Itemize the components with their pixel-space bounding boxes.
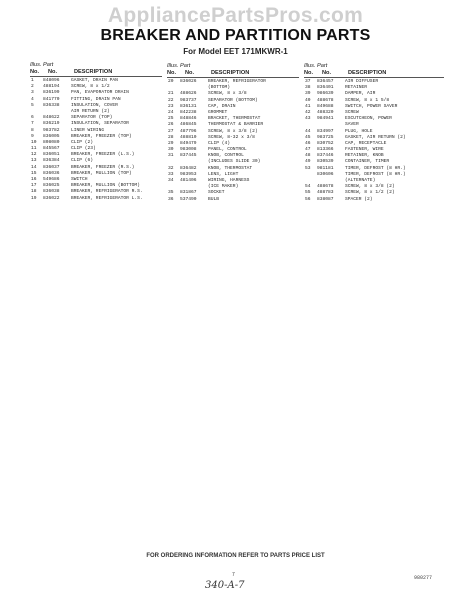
part-description: LENS, LIGHT	[208, 171, 239, 177]
illus-number: 27	[168, 128, 174, 134]
part-description: RETAINER	[345, 85, 368, 91]
part-number: 488810	[180, 134, 197, 140]
part-description: AIR RETURN (2)	[71, 108, 110, 114]
watermark: AppliancePartsPros.com	[107, 4, 364, 27]
part-description: RETAINER, KNOB	[345, 153, 384, 159]
illus-number: 31	[168, 153, 174, 159]
illus-number: 10	[31, 139, 37, 145]
part-description: (BOTTOM)	[208, 85, 231, 91]
illus-number: 9	[31, 133, 34, 139]
part-description: INSULATION, COVER	[71, 102, 118, 108]
illus-number: 34	[168, 178, 174, 183]
illus-number: 40	[305, 97, 311, 103]
ordering-note: FOR ORDERING INFORMATION REFER TO PARTS PRICE LIST	[146, 553, 325, 559]
illus-number: 23	[168, 103, 174, 109]
part-number: 836384	[43, 158, 60, 164]
part-description: SPACER (2)	[345, 196, 373, 202]
illus-number: 25	[168, 116, 174, 122]
part-number: 842238	[180, 109, 197, 115]
illus-number: 15	[31, 170, 37, 176]
part-description: SCREW, 8 x 1/2 (2)	[345, 190, 395, 196]
part-number: 983008	[180, 147, 197, 153]
header-rule	[30, 76, 162, 77]
header-illus: Illus. Part	[30, 62, 54, 68]
illus-number: 32	[168, 165, 174, 171]
part-description: CAP, RECEPTACLE	[345, 140, 387, 146]
part-number: 848096	[43, 78, 60, 83]
illus-number: 29	[168, 140, 174, 146]
header-no: No.	[167, 70, 177, 76]
part-number: 808080	[43, 139, 60, 145]
part-description: CLIP (4)	[208, 140, 231, 146]
illus-number: 30	[168, 147, 174, 153]
part-description: TIMER, DEFROST (8 HR.)	[345, 165, 406, 171]
handwritten-note: 340-A-7	[205, 580, 245, 591]
part-description: KNOB, THERMOSTAT	[208, 165, 253, 171]
part-number: 836482	[180, 165, 197, 171]
illus-number: 21	[168, 91, 174, 97]
part-number: 488783	[317, 190, 334, 196]
header-part-no: No.	[48, 69, 58, 75]
part-number: 849479	[180, 140, 197, 146]
part-number: 836199	[43, 90, 60, 96]
header-no: No.	[30, 69, 40, 75]
part-description: PANEL, CONTROL	[208, 147, 247, 153]
part-description: SWITCH, POWER SAVER	[345, 103, 398, 109]
part-number: 838087	[317, 196, 334, 202]
illus-number: 45	[305, 134, 311, 140]
table-row	[304, 197, 444, 203]
part-number: 836037	[43, 164, 60, 170]
illus-number: 6	[31, 115, 34, 121]
part-number: 487796	[180, 128, 197, 134]
part-number: 983725	[317, 134, 334, 140]
part-number: 836131	[180, 103, 197, 109]
illus-number: 13	[31, 158, 37, 164]
part-description: (ICE MAKER)	[208, 184, 239, 190]
part-description: LINER WIRING	[71, 127, 105, 133]
part-number: 830539	[317, 159, 334, 165]
parts-column-3	[304, 63, 444, 203]
illus-number: 53	[305, 165, 311, 171]
part-description: FASTENER, WIRE	[345, 147, 384, 153]
part-description: ESCUTCHEON, POWER	[345, 116, 392, 122]
part-description: THERMOSTAT & BARRIER	[208, 122, 264, 128]
illus-number: 1	[31, 78, 34, 83]
part-number: 488194	[43, 84, 60, 90]
part-number: 488320	[317, 109, 334, 115]
illus-number: 2	[31, 84, 34, 90]
part-number: 488678	[317, 184, 334, 190]
illus-number: 5	[31, 102, 34, 108]
part-description: (ALTERNATE)	[345, 178, 376, 183]
illus-number: 46	[305, 140, 311, 146]
part-number: 537490	[180, 196, 197, 202]
part-number: 549686	[43, 177, 60, 182]
illus-number: 33	[168, 171, 174, 177]
part-number: 836338	[43, 102, 60, 108]
model-subtitle: For Model EET 171MKWR-1	[183, 47, 288, 56]
illus-number: 19	[31, 195, 37, 201]
part-description: SCREW, 8 x 1 5/8	[345, 97, 390, 103]
illus-number: 44	[305, 128, 311, 134]
part-description: BREAKER, MULLION (BOTTOM)	[71, 183, 140, 189]
part-number: 836457	[317, 79, 334, 84]
part-number: 488626	[180, 91, 197, 97]
part-description: BREAKER, REFRIGERATOR L.S.	[71, 195, 143, 201]
illus-number: 7	[31, 121, 34, 127]
part-description: BREAKER, FREEZER (L.S.)	[71, 152, 135, 158]
illus-number: 26	[168, 122, 174, 128]
part-number: 830752	[317, 140, 334, 146]
illus-number: 38	[305, 85, 311, 91]
part-description: CAP, DRAIN	[208, 103, 236, 109]
illus-number: 49	[305, 159, 311, 165]
part-description: GASKET, DRAIN PAN	[71, 78, 118, 83]
part-description: INSULATION, SEPARATOR	[71, 121, 129, 127]
illus-number: 3	[31, 90, 34, 96]
part-description: BRACKET, THERMOSTAT	[208, 116, 261, 122]
illus-number: 28	[168, 134, 174, 140]
part-description: SCREW, 8 x 1/2	[71, 84, 110, 90]
part-number: 813366	[317, 147, 334, 153]
part-number: 983737	[180, 97, 197, 103]
column-header	[304, 63, 444, 79]
part-number: 983782	[43, 127, 60, 133]
part-number: 848622	[43, 115, 60, 121]
part-description: SAVER	[345, 122, 359, 128]
part-description: (INCLUDES SLIDE 30)	[208, 159, 261, 165]
part-number: 488678	[317, 97, 334, 103]
illus-number: 36	[168, 196, 174, 202]
part-description: BREAKER, REFRIGERATOR	[208, 79, 266, 84]
part-number: 986639	[317, 91, 334, 97]
parts-rows	[167, 79, 299, 203]
part-number: 481406	[180, 178, 197, 183]
page-number: 7	[232, 572, 235, 578]
part-description: GASKET, AIR RETURN (2)	[345, 134, 406, 140]
part-number: 984941	[317, 116, 334, 122]
part-number: 836025	[43, 183, 60, 189]
part-description: AIR DIFFUSER	[345, 79, 379, 84]
part-number: 845567	[43, 146, 60, 152]
part-description: SCREW, 8-32 x 3/8	[208, 134, 255, 140]
page-title: BREAKER AND PARTITION PARTS	[100, 27, 371, 44]
illus-number: 24	[168, 109, 174, 115]
part-description: SEPARATOR (TOP)	[71, 115, 113, 121]
header-part-no: No.	[185, 70, 195, 76]
part-description: BULB	[208, 196, 220, 202]
illus-number: 4	[31, 96, 34, 102]
part-description: BREAKER, REFRIGERATOR R.S.	[71, 189, 143, 195]
part-description: SCREW, 8 x 3/8 (2)	[208, 128, 258, 134]
part-description: SWITCH	[71, 177, 88, 182]
illus-number: 37	[305, 79, 311, 84]
illus-number: 47	[305, 147, 311, 153]
parts-rows	[30, 78, 162, 202]
illus-number: 12	[31, 152, 37, 158]
part-description: PLUG, HOLE	[345, 128, 373, 134]
part-number: 830606	[317, 171, 334, 177]
part-number: 836005	[43, 133, 60, 139]
part-description: SCREW, 8 x 3/8	[208, 91, 247, 97]
illus-number: 48	[305, 153, 311, 159]
part-number: 831867	[180, 190, 197, 196]
parts-column-2	[167, 63, 299, 203]
illus-number: 20	[168, 79, 174, 84]
part-description: PAN, EVAPORATOR DRAIN	[71, 90, 129, 96]
part-description: TIMER, DEFROST (8 HR.)	[345, 171, 406, 177]
part-description: SCREW	[345, 109, 359, 115]
part-number: 848846	[180, 116, 197, 122]
illus-number: 42	[305, 109, 311, 115]
table-row	[30, 196, 162, 202]
header-description: DESCRIPTION	[74, 69, 113, 75]
part-description: CONTAINER, TIMER	[345, 159, 390, 165]
illus-number: 22	[168, 97, 174, 103]
part-number: 836401	[317, 85, 334, 91]
part-number: 836026	[180, 79, 197, 84]
part-description: BREAKER, MULLION (TOP)	[71, 170, 132, 176]
header-illus: Illus. Part	[167, 63, 191, 69]
part-description: WIRING, HARNESS	[208, 178, 250, 183]
illus-number: 55	[305, 190, 311, 196]
header-no: No.	[304, 70, 314, 76]
document-code: 980277	[414, 575, 433, 581]
part-number: 983953	[180, 171, 197, 177]
part-description: CLIP (23)	[71, 146, 96, 152]
header-rule	[167, 77, 299, 78]
parts-rows	[304, 79, 444, 203]
part-description: CLIP (6)	[71, 158, 94, 164]
illus-number: 39	[305, 91, 311, 97]
part-number: 981181	[317, 165, 334, 171]
illus-number: 16	[31, 177, 37, 182]
illus-number: 41	[305, 103, 311, 109]
header-rule	[304, 77, 444, 78]
part-description: BREAKER, FREEZER (TOP)	[71, 133, 132, 139]
part-description: SOCKET	[208, 190, 225, 196]
header-part-no: No.	[322, 70, 332, 76]
part-number: 836022	[43, 195, 60, 201]
parts-column-1	[30, 62, 162, 202]
part-number: 836051	[43, 152, 60, 158]
part-number: 836038	[43, 189, 60, 195]
header-illus: Illus. Part	[304, 63, 328, 69]
table-row	[167, 197, 299, 203]
illus-number: 18	[31, 189, 37, 195]
illus-number: 11	[31, 146, 37, 152]
part-description: GROMMET	[208, 109, 228, 115]
illus-number: 35	[168, 190, 174, 196]
part-description: BREAKER, FREEZER (R.S.)	[71, 164, 135, 170]
part-description: SEPARATOR (BOTTOM)	[208, 97, 258, 103]
part-number: 834997	[317, 128, 334, 134]
column-header	[30, 62, 162, 78]
header-description: DESCRIPTION	[211, 70, 250, 76]
part-description: CLIP (2)	[71, 139, 94, 145]
illus-number: 8	[31, 127, 34, 133]
part-description: FITTING, DRAIN PAN	[71, 96, 121, 102]
part-description: SCREW, 8 x 3/8 (2)	[345, 184, 395, 190]
illus-number: 43	[305, 116, 311, 122]
part-number: 836219	[43, 121, 60, 127]
part-number: 837445	[180, 153, 197, 159]
part-number: 849688	[317, 103, 334, 109]
part-description: DAMPER, AIR	[345, 91, 376, 97]
illus-number: 17	[31, 183, 37, 189]
illus-number: 54	[305, 184, 311, 190]
part-description: KNOB, CONTROL	[208, 153, 244, 159]
part-number: 837446	[317, 153, 334, 159]
part-number: 841770	[43, 96, 60, 102]
header-description: DESCRIPTION	[348, 70, 387, 76]
illus-number: 14	[31, 164, 37, 170]
column-header	[167, 63, 299, 79]
part-number: 486845	[180, 122, 197, 128]
part-number: 836036	[43, 170, 60, 176]
illus-number: 56	[305, 196, 311, 202]
